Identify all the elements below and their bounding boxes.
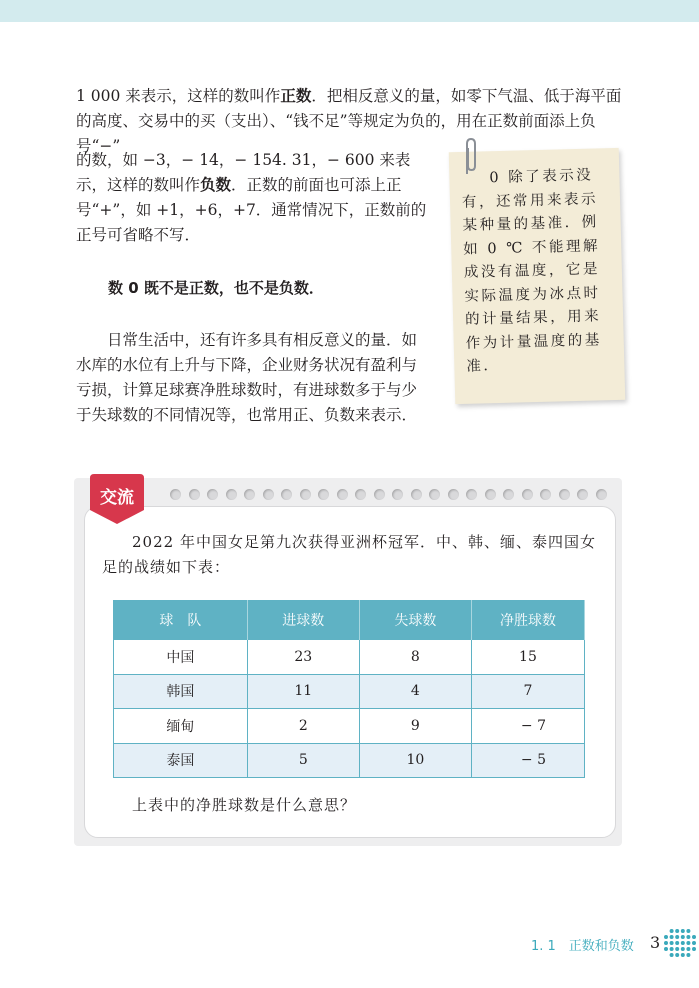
binder-hole [466, 489, 477, 500]
binder-hole [411, 489, 422, 500]
decorative-dot [670, 935, 674, 939]
binder-hole [374, 489, 385, 500]
header-goals-for: 进球数 [247, 601, 359, 640]
binder-hole [503, 489, 514, 500]
cell-goals-for: 23 [247, 640, 359, 675]
decorative-dot [681, 935, 685, 939]
exchange-tag [90, 474, 144, 526]
decorative-dot [664, 941, 668, 945]
cell-net: 15 [471, 640, 584, 675]
binder-holes [170, 489, 607, 501]
binder-hole [448, 489, 459, 500]
cell-goals-against: 10 [359, 743, 471, 778]
decorative-dot [686, 941, 690, 945]
binder-hole [263, 489, 274, 500]
binder-hole [207, 489, 218, 500]
decorative-dot [686, 929, 690, 933]
binder-hole [281, 489, 292, 500]
binder-hole [244, 489, 255, 500]
cell-net: − 5 [471, 743, 584, 778]
cell-team: 泰国 [114, 743, 248, 778]
body-paragraph-1: 1 000 来表示，这样的数叫作正数．把相反意义的量，如零下气温、低于海平面的高度、交易中的买（支出）、“钱不足”等规定为负的，用在正数前面添上负号“−” [76, 87, 622, 155]
header-team: 球 队 [114, 601, 248, 640]
exchange-intro: 2022 年中国女足第九次获得亚洲杯冠军．中、韩、缅、泰四国女足的战绩如下表： [102, 533, 596, 576]
body-paragraph-2: 的数，如 −3，− 14，− 154. 31，− 600 来表示，这样的数叫作负数．正数的前面也可添上正号“+”，如 +1，+6，+7．通常情况下，正数前的正号可省略不写． [76, 151, 427, 244]
paperclip-icon [458, 136, 484, 176]
decorative-dot [664, 935, 668, 939]
cell-net: − 7 [471, 709, 584, 744]
binder-hole [392, 489, 403, 500]
cell-team: 缅甸 [114, 709, 248, 744]
decorative-dot [686, 935, 690, 939]
decorative-dot [675, 935, 679, 939]
cell-goals-for: 2 [247, 709, 359, 744]
binder-hole [522, 489, 533, 500]
zero-statement: 数 0 既不是正数，也不是负数． [108, 279, 324, 297]
binder-hole [300, 489, 311, 500]
cell-team: 中国 [114, 640, 248, 675]
decorative-dot [675, 953, 679, 957]
exchange-tag-label: 交流 [100, 488, 134, 508]
term-positive: 正数 [280, 87, 312, 105]
binder-hole [559, 489, 570, 500]
table-header-row [114, 601, 585, 640]
decorative-dot [675, 941, 679, 945]
cell-goals-against: 9 [359, 709, 471, 744]
exchange-question: 上表中的净胜球数是什么意思？ [132, 796, 357, 814]
table-row [114, 674, 585, 709]
section-footer: 1. 1 正数和负数 [531, 939, 634, 954]
binder-hole [429, 489, 440, 500]
decorative-dot [681, 953, 685, 957]
table-row [114, 640, 585, 675]
decorative-dots-icon [663, 928, 697, 958]
decorative-dot [675, 929, 679, 933]
binder-hole [596, 489, 607, 500]
decorative-dot [681, 947, 685, 951]
body-paragraph-3: 日常生活中，还有许多具有相反意义的量．如水库的水位有上升与下降，企业财务状况有盈利与亏损，计算足球赛净胜球数时，有进球数多于与少于失球数的不同情况等，也常用正、负数来表示． [76, 331, 418, 424]
table-row [114, 709, 585, 744]
side-note [449, 148, 626, 404]
binder-hole [577, 489, 588, 500]
top-color-band [0, 0, 699, 22]
decorative-dot [692, 941, 696, 945]
decorative-dot [675, 947, 679, 951]
cell-team: 韩国 [114, 674, 248, 709]
cell-goals-for: 11 [247, 674, 359, 709]
decorative-dot [686, 947, 690, 951]
binder-hole [485, 489, 496, 500]
cell-goals-against: 4 [359, 674, 471, 709]
results-table [113, 600, 585, 778]
cell-net: 7 [471, 674, 584, 709]
header-net: 净胜球数 [471, 601, 584, 640]
binder-hole [355, 489, 366, 500]
page-number: 3 [650, 933, 661, 952]
decorative-dot [670, 953, 674, 957]
cell-goals-for: 5 [247, 743, 359, 778]
binder-hole [337, 489, 348, 500]
binder-hole [170, 489, 181, 500]
decorative-dot [670, 947, 674, 951]
decorative-dot [686, 953, 690, 957]
term-negative: 负数 [200, 176, 232, 194]
decorative-dot [692, 935, 696, 939]
decorative-dot [664, 947, 668, 951]
table-row [114, 743, 585, 778]
decorative-dot [670, 929, 674, 933]
binder-hole [318, 489, 329, 500]
decorative-dot [681, 941, 685, 945]
decorative-dot [670, 941, 674, 945]
binder-hole [226, 489, 237, 500]
decorative-dot [692, 947, 696, 951]
header-goals-against: 失球数 [359, 601, 471, 640]
binder-hole [189, 489, 200, 500]
decorative-dot [681, 929, 685, 933]
binder-hole [540, 489, 551, 500]
side-note-text: 0 除了表示没有，还常用来表示某种量的基准．例如 0 ℃ 不能理解成没有温度，它是实际温度为冰点时的计量结果，用来作为计量温度的基准． [461, 167, 602, 375]
cell-goals-against: 8 [359, 640, 471, 675]
